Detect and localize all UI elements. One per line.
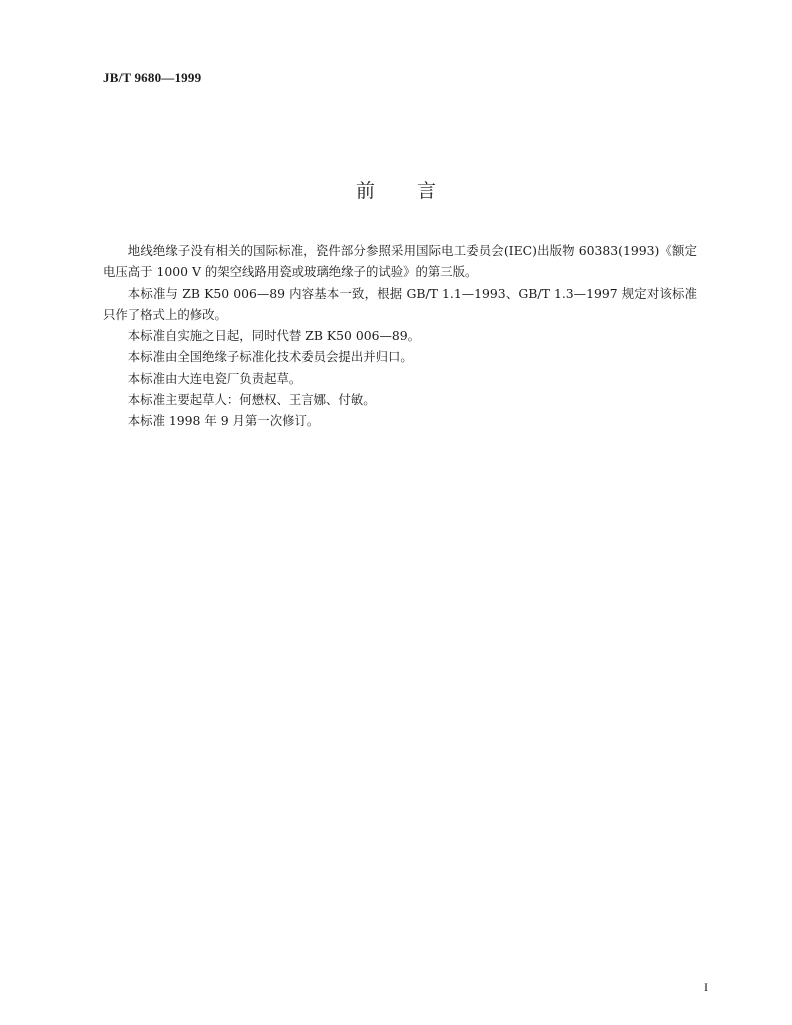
paragraph-proposer: 本标准由全国绝缘子标准化技术委员会提出并归口。 bbox=[127, 349, 413, 365]
paragraph-replacement: 本标准自实施之日起，同时代替 ZB K50 006—89。 bbox=[127, 328, 421, 344]
page-number: I bbox=[704, 980, 708, 994]
paragraph-consistency: 本标准与 ZB K50 006—89 内容基本一致，根据 GB/T 1.1—1993、GB/T 1.3—1997 规定对该标准只作了格式上的修改。 bbox=[103, 285, 697, 322]
paragraph-scope: 地线绝缘子没有相关的国际标准，瓷件部分参照采用国际电工委员会(IEC)出版物 60383(1993)《额定电压高于 1000 V 的架空线路用瓷或玻璃绝缘子的试验》的第三版。 bbox=[103, 243, 697, 280]
paragraph-revision: 本标准 1998 年 9 月第一次修订。 bbox=[127, 413, 320, 429]
paragraph-drafting-unit: 本标准由大连电瓷厂负责起草。 bbox=[127, 370, 302, 386]
document-code: JB/T 9680—1999 bbox=[103, 70, 202, 85]
page-title: 前言 bbox=[355, 180, 478, 202]
paragraph-drafters: 本标准主要起草人：何懋权、王言娜、付敏。 bbox=[127, 392, 376, 408]
foreword-body bbox=[103, 240, 697, 432]
